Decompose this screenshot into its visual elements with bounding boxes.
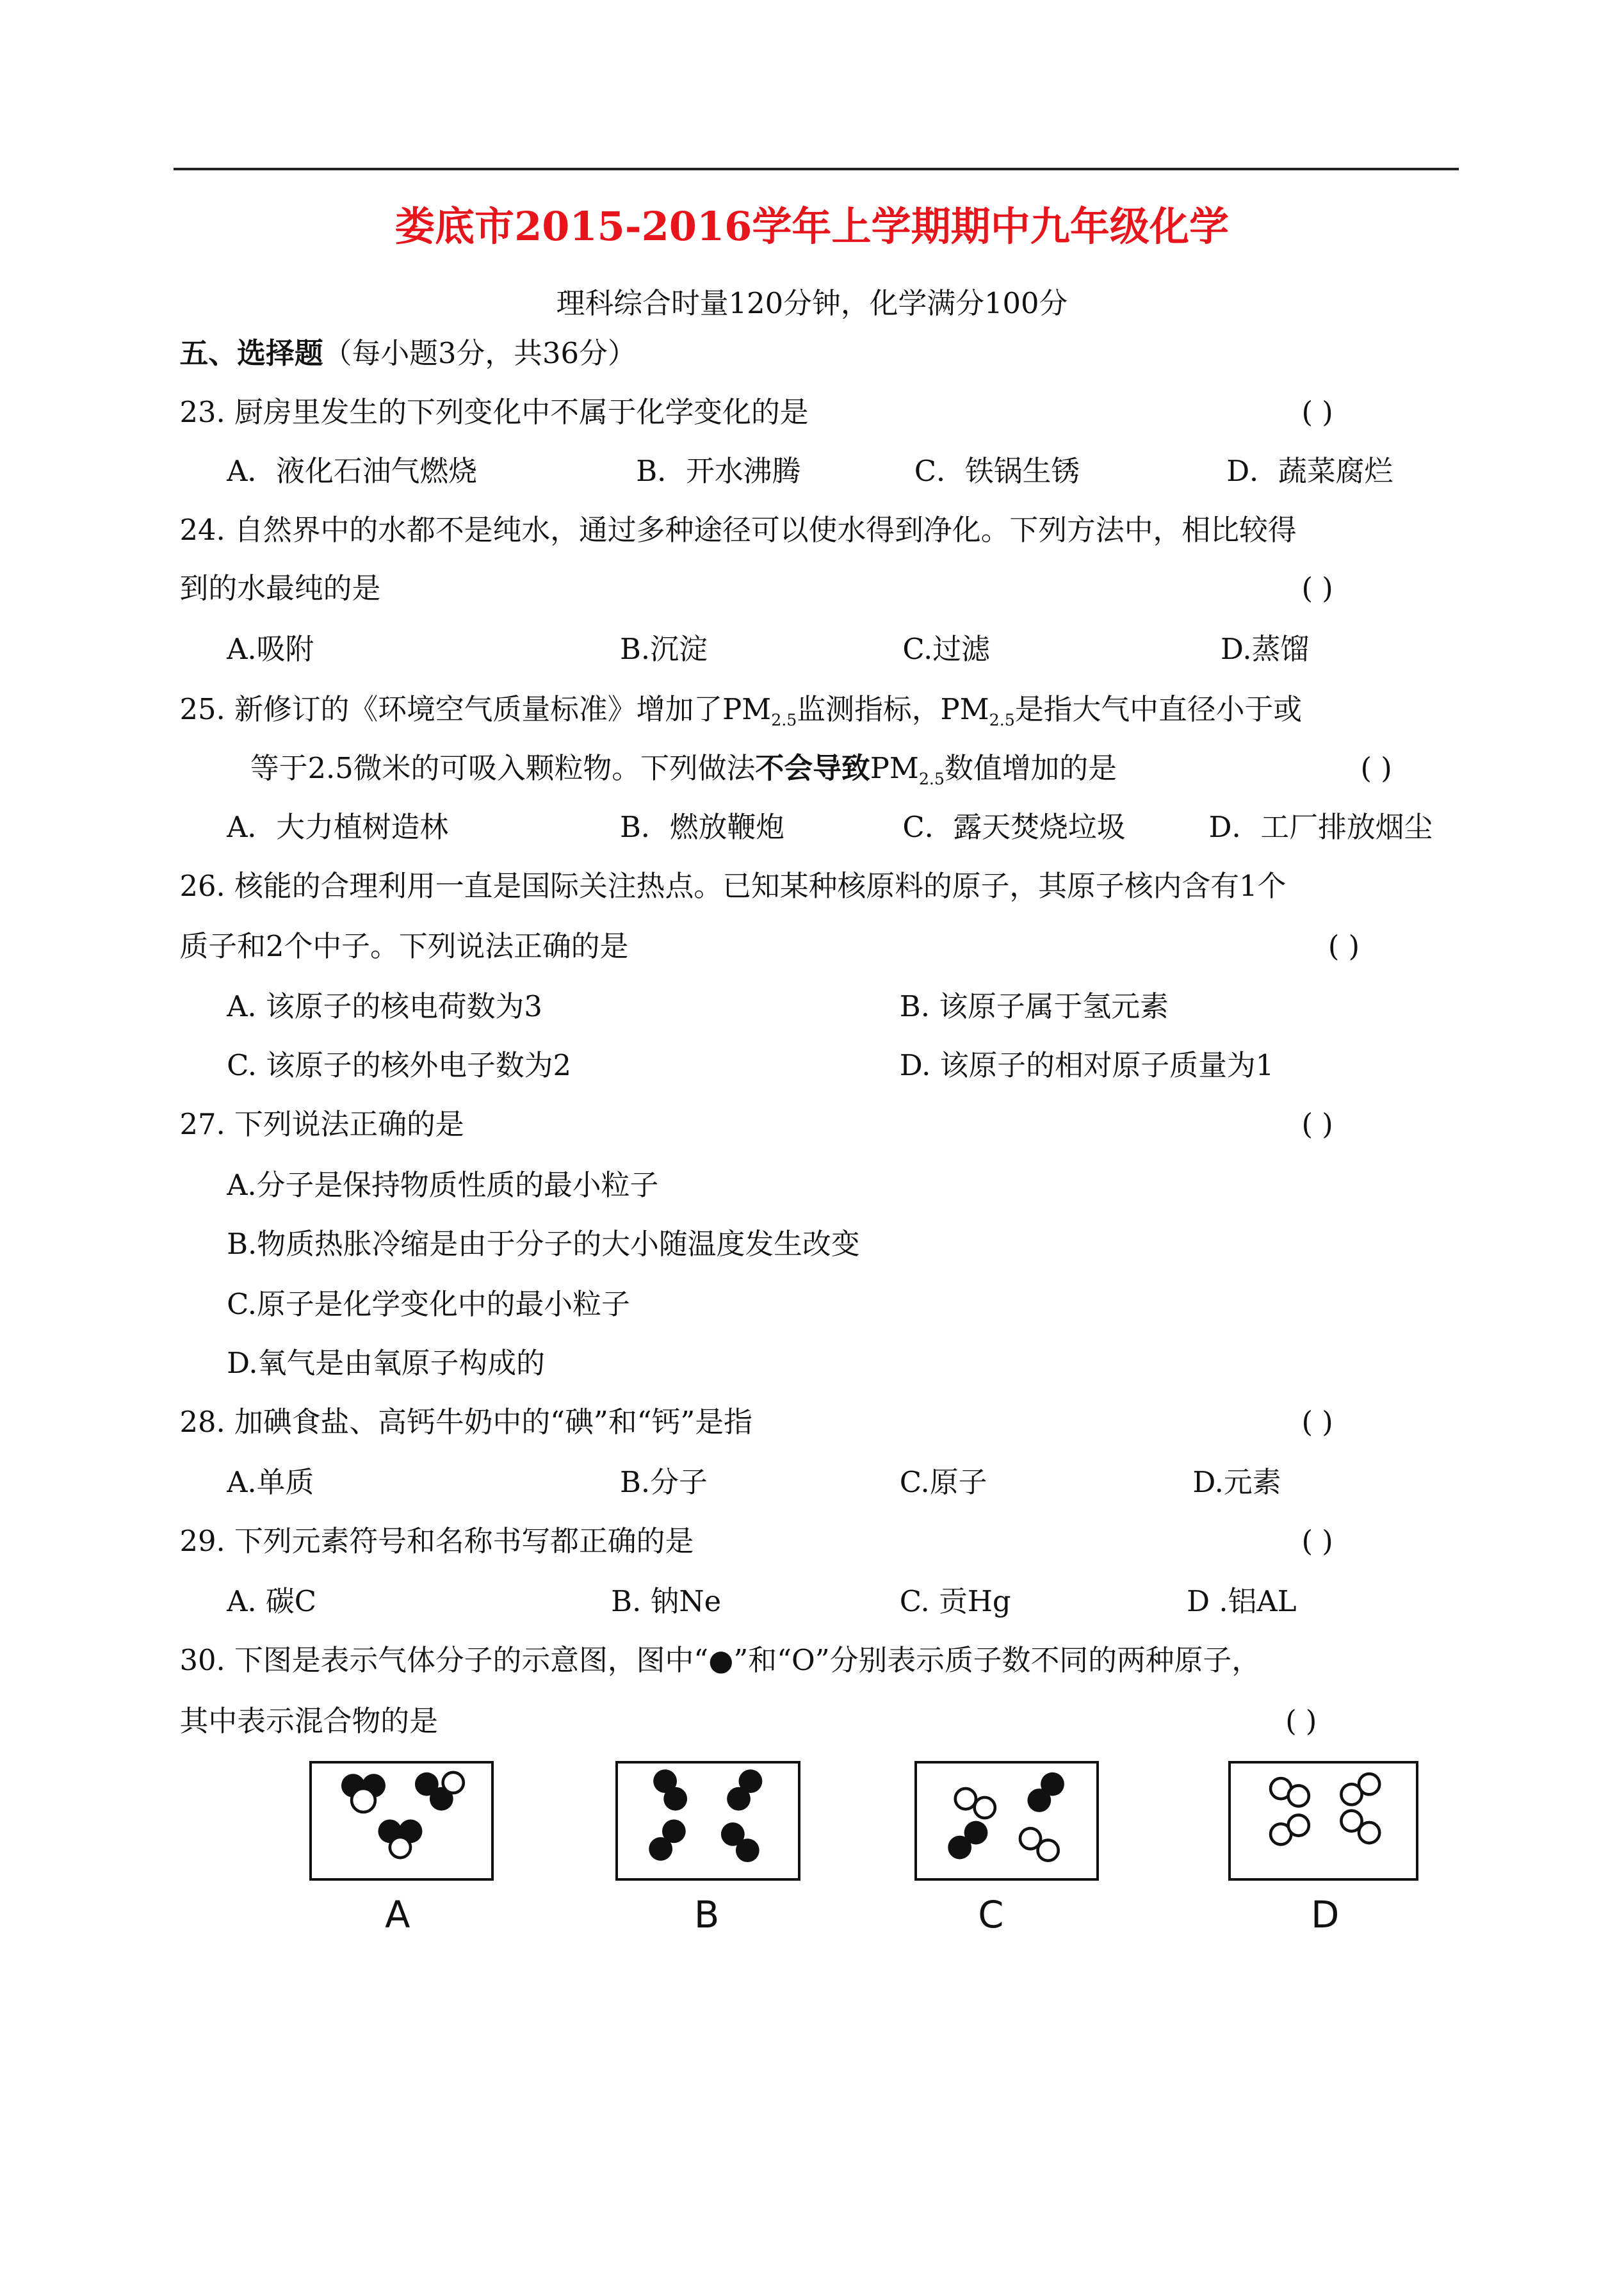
q24-option-c: C.过滤 — [902, 631, 991, 666]
section-heading: 五、选择题 — [179, 336, 323, 370]
question-30-stem-line-2: 其中表示混合物的是 — [179, 1703, 438, 1738]
q23-option-b: B．开水沸腾 — [636, 453, 801, 488]
pm-subscript: 2.5 — [771, 710, 797, 729]
molecule-diagram-c — [914, 1761, 1100, 1881]
question-25-stem-line-1: 25. 新修订的《环境空气质量标准》增加了$PM_{2.5}$监测指标，$PM_{2.5}$是指大气中直径小于或 — [179, 692, 1303, 729]
pm-subscript: 2.5 — [989, 710, 1015, 729]
figure-label-b: B — [694, 1893, 720, 1936]
section-note: （每小题3分，共36分） — [323, 336, 637, 370]
q25-option-a: A．大力植树造林 — [227, 809, 449, 844]
q23-option-d: D．蔬菜腐烂 — [1226, 453, 1393, 488]
q27-option-c: C.原子是化学变化中的最小粒子 — [227, 1286, 630, 1321]
q24-option-d: D.蒸馏 — [1221, 631, 1310, 666]
q23-option-a: A．液化石油气燃烧 — [227, 453, 478, 488]
answer-blank-26: ( ) — [1328, 929, 1360, 964]
molecule-diagram-b — [615, 1761, 800, 1881]
page-title: 娄底市2015-2016学年上学期期中九年级化学 — [394, 202, 1230, 250]
q24-option-b: B.沉淀 — [619, 631, 708, 666]
q24-option-a: A.吸附 — [227, 631, 314, 666]
answer-blank-27: ( ) — [1301, 1107, 1333, 1142]
q29-option-c: C. 贡Hg — [899, 1584, 1011, 1619]
q28-option-a: A.单质 — [227, 1465, 314, 1500]
question-26-stem-line-1: 26. 核能的合理利用一直是国际关注热点。已知某种核原料的原子，其原子核内含有1个 — [179, 868, 1287, 903]
figure-label-a: A — [385, 1893, 410, 1936]
answer-blank-24: ( ) — [1301, 571, 1333, 606]
q25-option-b: B．燃放鞭炮 — [619, 809, 785, 844]
q27-option-a: A.分子是保持物质性质的最小粒子 — [227, 1167, 659, 1202]
pm-subscript: 2.5 — [918, 769, 945, 788]
question-26-stem-line-2: 质子和2个中子。下列说法正确的是 — [179, 929, 629, 964]
question-27-stem: 27. 下列说法正确的是 — [179, 1107, 464, 1142]
page-subtitle: 理科综合时量120分钟，化学满分100分 — [556, 286, 1068, 320]
question-25-stem-line-2: 等于2.5微米的可吸入颗粒物。下列做法不会导致$PM_{2.5}$数值增加的是 — [250, 750, 1117, 788]
answer-blank-29: ( ) — [1301, 1524, 1333, 1559]
q29-option-b: B. 钠Ne — [611, 1584, 722, 1619]
question-30-stem-line-1: 30. 下图是表示气体分子的示意图，图中“●”和“O”分别表示质子数不同的两种原子， — [179, 1643, 1261, 1678]
molecule-diagram-a — [309, 1761, 494, 1881]
q26-option-c: C. 该原子的核外电子数为2 — [227, 1048, 572, 1083]
question-28-stem: 28. 加碘食盐、高钙牛奶中的“碘”和“钙”是指 — [179, 1404, 752, 1439]
question-24-stem-line-2: 到的水最纯的是 — [179, 571, 381, 606]
answer-blank-25: ( ) — [1360, 750, 1392, 785]
q23-option-c: C．铁锅生锈 — [914, 453, 1080, 488]
q25-option-c: C．露天焚烧垃圾 — [902, 809, 1126, 844]
q28-option-b: B.分子 — [619, 1465, 708, 1500]
question-24-stem-line-1: 24. 自然界中的水都不是纯水，通过多种途径可以使水得到净化。下列方法中，相比较得 — [179, 512, 1297, 547]
q26-option-b: B. 该原子属于氢元素 — [899, 989, 1169, 1024]
q28-option-c: C.原子 — [899, 1465, 987, 1500]
answer-blank-28: ( ) — [1301, 1404, 1333, 1439]
figure-label-d: D — [1311, 1893, 1340, 1936]
answer-blank-23: ( ) — [1301, 394, 1333, 429]
q25-option-d: D．工厂排放烟尘 — [1208, 809, 1433, 844]
emphasis-text: 不会导致 — [755, 750, 870, 785]
question-23-stem: 23. 厨房里发生的下列变化中不属于化学变化的是 — [179, 394, 809, 429]
q29-option-a: A. 碳C — [227, 1584, 317, 1619]
answer-blank-30: ( ) — [1285, 1703, 1317, 1738]
q26-option-a: A. 该原子的核电荷数为3 — [227, 989, 542, 1024]
figure-label-c: C — [978, 1893, 1004, 1936]
q27-option-d: D.氧气是由氧原子构成的 — [227, 1345, 545, 1380]
q27-option-b: B.物质热胀冷缩是由于分子的大小随温度发生改变 — [227, 1226, 860, 1261]
question-29-stem: 29. 下列元素符号和名称书写都正确的是 — [179, 1524, 694, 1559]
molecule-diagram-d — [1228, 1761, 1419, 1881]
q29-option-d: D .铝AL — [1187, 1584, 1297, 1619]
section-header — [180, 333, 637, 374]
q26-option-d: D. 该原子的相对原子质量为1 — [899, 1048, 1274, 1083]
top-rule — [174, 168, 1459, 170]
q28-option-d: D.元素 — [1192, 1465, 1281, 1500]
